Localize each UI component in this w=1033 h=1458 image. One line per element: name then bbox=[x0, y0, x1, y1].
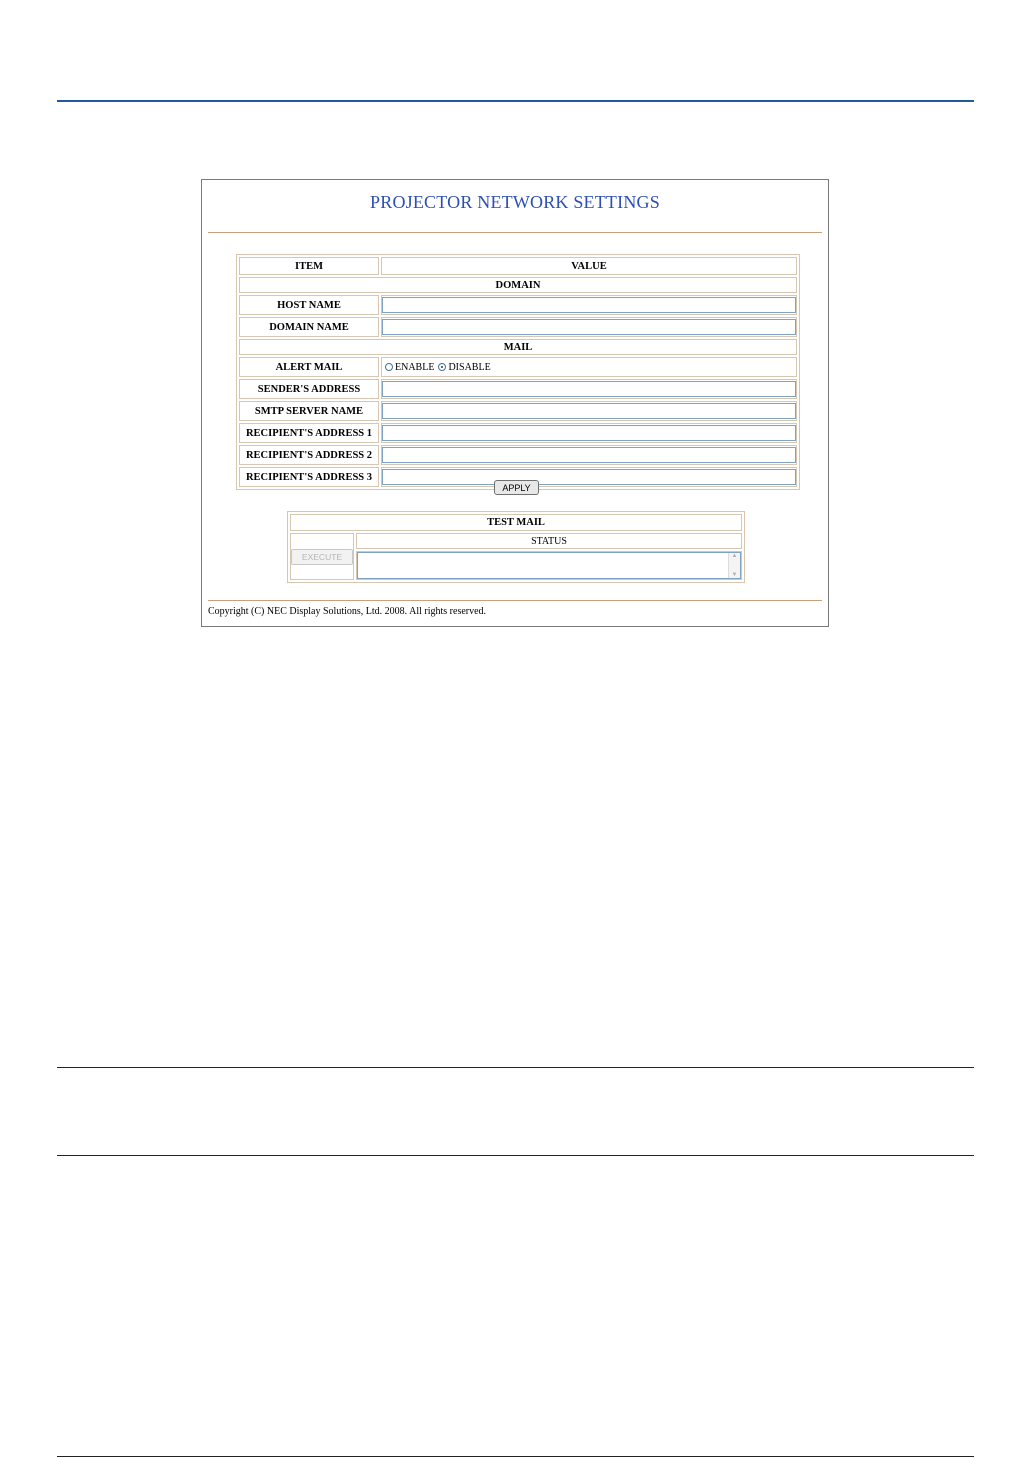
test-mail-header: TEST MAIL bbox=[290, 514, 742, 531]
page-title: PROJECTOR NETWORK SETTINGS bbox=[370, 192, 660, 212]
table-row bbox=[239, 295, 797, 315]
copyright-text: Copyright (C) NEC Display Solutions, Ltd. 2008. All rights reserved. bbox=[208, 606, 487, 617]
header-rule bbox=[57, 100, 974, 102]
recipient-address-1-label: RECIPIENT'S ADDRESS 1 bbox=[239, 423, 379, 443]
smtp-server-label: SMTP SERVER NAME bbox=[239, 401, 379, 421]
host-name-label: HOST NAME bbox=[239, 295, 379, 315]
alert-mail-label: ALERT MAIL bbox=[239, 357, 379, 377]
table-row bbox=[239, 317, 797, 337]
recipient-address-3-label: RECIPIENT'S ADDRESS 3 bbox=[239, 467, 379, 487]
section-rule bbox=[57, 1067, 974, 1068]
section-rule bbox=[57, 1155, 974, 1156]
value-column-header: VALUE bbox=[381, 257, 797, 275]
status-textarea[interactable] bbox=[357, 552, 741, 579]
sender-address-label: SENDER'S ADDRESS bbox=[239, 379, 379, 399]
domain-name-input[interactable] bbox=[382, 319, 796, 335]
footer-rule bbox=[57, 1456, 974, 1457]
table-row bbox=[239, 401, 797, 421]
table-row bbox=[239, 445, 797, 465]
title-divider bbox=[208, 232, 822, 233]
recipient-address-2-label: RECIPIENT'S ADDRESS 2 bbox=[239, 445, 379, 465]
table-row bbox=[239, 423, 797, 443]
domain-name-label: DOMAIN NAME bbox=[239, 317, 379, 337]
status-label: STATUS bbox=[356, 533, 742, 549]
mail-section-row bbox=[239, 339, 797, 355]
table-header-row bbox=[239, 257, 797, 275]
execute-button[interactable]: EXECUTE bbox=[291, 549, 353, 565]
smtp-server-input[interactable] bbox=[382, 403, 796, 419]
table-row bbox=[239, 357, 797, 377]
alert-mail-radio-group bbox=[382, 362, 796, 373]
host-name-input[interactable] bbox=[382, 297, 796, 313]
footer-divider bbox=[208, 600, 822, 601]
apply-button[interactable]: APPLY bbox=[494, 480, 539, 495]
item-column-header: ITEM bbox=[239, 257, 379, 275]
scroll-down-arrow-icon[interactable]: ▼ bbox=[731, 572, 738, 578]
sender-address-input[interactable] bbox=[382, 381, 796, 397]
recipient-address-3-input[interactable] bbox=[382, 469, 796, 485]
recipient-address-1-input[interactable] bbox=[382, 425, 796, 441]
disable-option-label[interactable]: DISABLE bbox=[448, 361, 491, 373]
enable-option-label[interactable]: ENABLE bbox=[395, 361, 435, 373]
network-settings-table bbox=[236, 254, 800, 490]
projector-settings-screenshot bbox=[201, 179, 829, 627]
recipient-address-2-input[interactable] bbox=[382, 447, 796, 463]
status-scrollbar[interactable] bbox=[728, 553, 740, 578]
radio-off-icon[interactable] bbox=[385, 363, 393, 371]
radio-on-icon[interactable] bbox=[438, 363, 446, 371]
domain-section-header: DOMAIN bbox=[239, 277, 797, 293]
mail-section-header: MAIL bbox=[239, 339, 797, 355]
domain-section-row bbox=[239, 277, 797, 293]
test-mail-table bbox=[287, 511, 745, 583]
table-row bbox=[239, 379, 797, 399]
scroll-up-arrow-icon[interactable]: ▲ bbox=[731, 553, 738, 559]
